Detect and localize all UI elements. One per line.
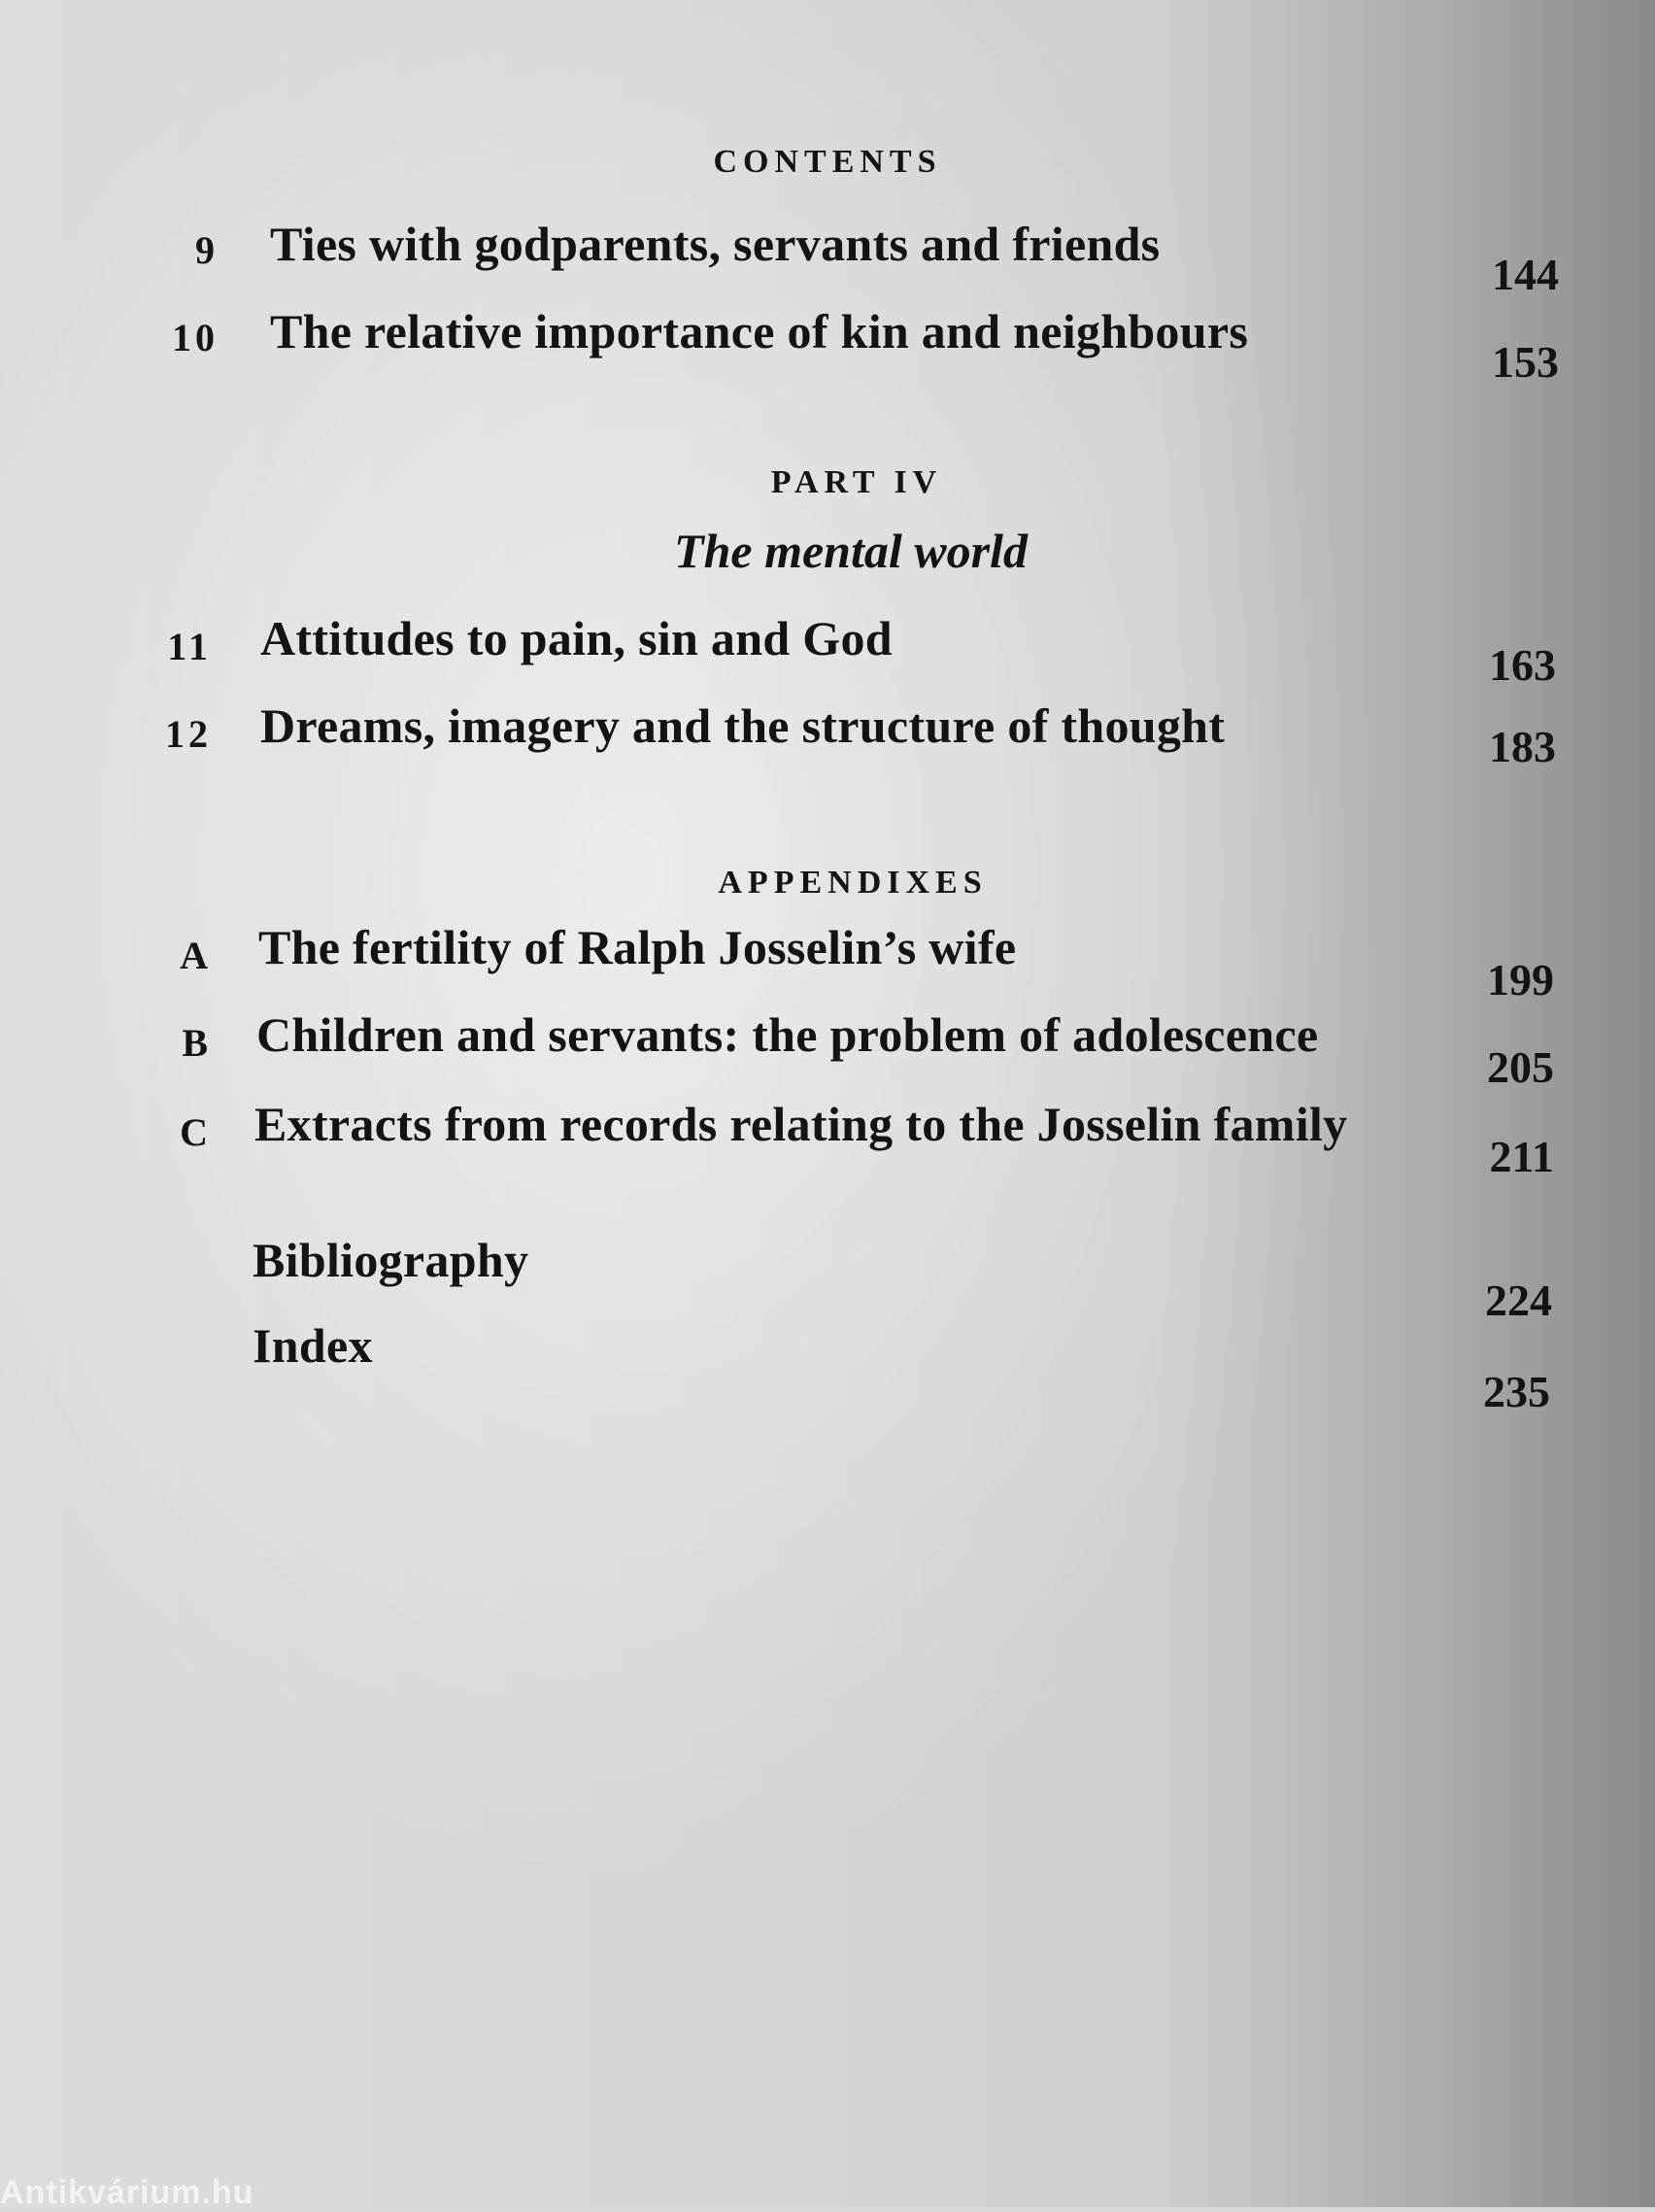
appendix-letter: A	[180, 934, 212, 977]
page-number: 153	[1492, 337, 1559, 387]
appendixes-heading: APPENDIXES	[718, 865, 988, 901]
page-number: 183	[1489, 722, 1556, 771]
toc-entry-9	[0, 216, 1655, 299]
toc-entry-index	[0, 1317, 1655, 1416]
toc-entry-10	[0, 303, 1655, 387]
bibliography-title: Bibliography	[253, 1233, 529, 1287]
page-number: 199	[1487, 955, 1554, 1004]
chapter-title: The relative importance of kin and neighbours	[270, 304, 1249, 358]
watermark-text: Antikvárium.hu	[0, 2174, 254, 2211]
page-number: 224	[1485, 1276, 1552, 1325]
chapter-number: 10	[172, 316, 219, 359]
chapter-title: Ties with godparents, servants and friends	[270, 217, 1161, 271]
part-iv-subtitle: The mental world	[674, 524, 1028, 578]
toc-entry-bibliography	[0, 1232, 1655, 1325]
index-title: Index	[253, 1318, 373, 1373]
contents-heading: CONTENTS	[713, 144, 942, 180]
appendix-title: Extracts from records relating to the Josselin family	[254, 1097, 1348, 1151]
part-iv-heading: PART IV	[770, 464, 943, 500]
chapter-number: 9	[195, 228, 219, 272]
appendix-title: The fertility of Ralph Josselin’s wife	[258, 920, 1017, 974]
appendix-letter: B	[182, 1021, 212, 1065]
toc-entry-12	[0, 698, 1655, 771]
chapter-title: Dreams, imagery and the structure of thought	[260, 698, 1226, 753]
page-number: 205	[1487, 1042, 1554, 1092]
page-number: 211	[1489, 1132, 1554, 1181]
appendix-letter: C	[180, 1110, 212, 1154]
toc-entry-a	[0, 919, 1655, 1004]
page-number: 163	[1489, 640, 1556, 690]
toc-entry-11	[0, 610, 1655, 690]
chapter-title: Attitudes to pain, sin and God	[260, 611, 893, 665]
toc-entry-b	[0, 1006, 1655, 1092]
toc-entry-c	[0, 1096, 1655, 1181]
chapter-number: 12	[165, 712, 212, 756]
page-number: 144	[1492, 250, 1559, 299]
page-number: 235	[1483, 1367, 1550, 1416]
appendix-title: Children and servants: the problem of adolescence	[256, 1007, 1319, 1062]
chapter-number: 11	[167, 625, 212, 668]
